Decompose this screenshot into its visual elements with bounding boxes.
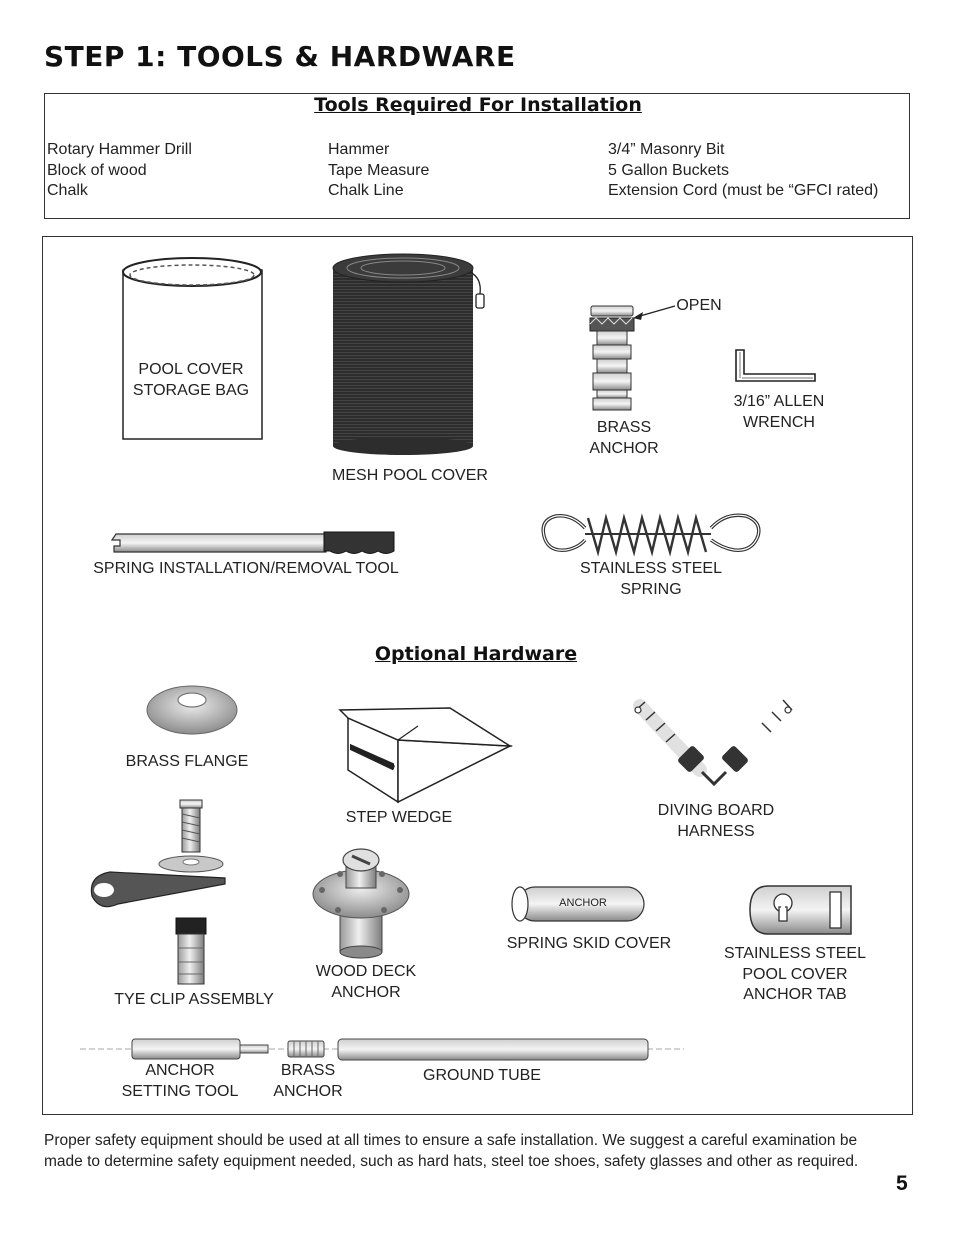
- allen-wrench-illustration: [736, 350, 815, 381]
- safety-note: Proper safety equipment should be used at all times to ensure a safe installation. We suggest a careful examination be made to determine safety equipment needed, such as hard hats, steel toe shoes, safety glasses and other as required.: [44, 1132, 859, 1170]
- spring-tool-illustration: [112, 532, 394, 554]
- page-number: 5: [896, 1172, 908, 1195]
- tool-item: Chalk: [47, 182, 88, 199]
- label-step-wedge: STEP WEDGE: [345, 809, 453, 826]
- label-ground-tube: GROUND TUBE: [423, 1067, 541, 1084]
- skid-cover-print: ANCHOR: [559, 897, 607, 909]
- label-diving-board-harness: DIVING BOARD HARNESS: [657, 802, 775, 840]
- bottom-tools-illustration: [80, 1039, 684, 1060]
- label-allen-wrench: 3/16” ALLEN WRENCH: [733, 393, 825, 431]
- tool-item: Rotary Hammer Drill: [47, 141, 192, 158]
- tool-item: 3/4” Masonry Bit: [608, 141, 725, 158]
- tools-heading: Tools Required For Installation: [314, 94, 642, 116]
- label-open: OPEN: [676, 297, 722, 314]
- label-steel-spring: STAINLESS STEEL SPRING: [580, 560, 722, 598]
- steel-spring-illustration: [543, 515, 759, 552]
- label-brass-anchor-bottom: BRASS ANCHOR: [273, 1062, 343, 1100]
- tool-item: Extension Cord (must be “GFCI rated): [608, 182, 879, 199]
- page-title: STEP 1: TOOLS & HARDWARE: [44, 40, 516, 73]
- wood-deck-anchor-illustration: [313, 849, 409, 958]
- diving-board-harness-illustration: [635, 700, 792, 784]
- step-wedge-illustration: [340, 708, 510, 802]
- label-mesh-cover: MESH POOL COVER: [332, 467, 488, 484]
- label-tye-clip: TYE CLIP ASSEMBLY: [114, 991, 274, 1008]
- label-brass-flange: BRASS FLANGE: [125, 753, 249, 770]
- anchor-tab-illustration: [750, 886, 851, 934]
- tool-item: Chalk Line: [328, 182, 404, 199]
- label-spring-tool: SPRING INSTALLATION/REMOVAL TOOL: [93, 560, 399, 577]
- brass-flange-illustration: [147, 686, 237, 734]
- label-anchor-tab: STAINLESS STEEL POOL COVER ANCHOR TAB: [724, 945, 866, 1003]
- label-storage-bag: POOL COVER STORAGE BAG: [132, 361, 250, 399]
- label-anchor-setting-tool: ANCHOR SETTING TOOL: [121, 1062, 239, 1100]
- tool-item: 5 Gallon Buckets: [608, 161, 729, 179]
- tool-item: Block of wood: [47, 161, 147, 179]
- brass-anchor-illustration: [590, 306, 675, 410]
- tye-clip-illustration: [91, 800, 225, 984]
- label-spring-skid-cover: SPRING SKID COVER: [506, 935, 672, 952]
- storage-bag-illustration: [123, 258, 262, 439]
- optional-hardware-heading: Optional Hardware: [374, 643, 578, 665]
- label-brass-anchor: BRASS ANCHOR: [589, 419, 659, 457]
- label-wood-deck-anchor: WOOD DECK ANCHOR: [315, 963, 417, 1001]
- tool-item: Hammer: [328, 141, 390, 158]
- tool-item: Tape Measure: [328, 161, 430, 179]
- mesh-cover-illustration: [333, 254, 484, 455]
